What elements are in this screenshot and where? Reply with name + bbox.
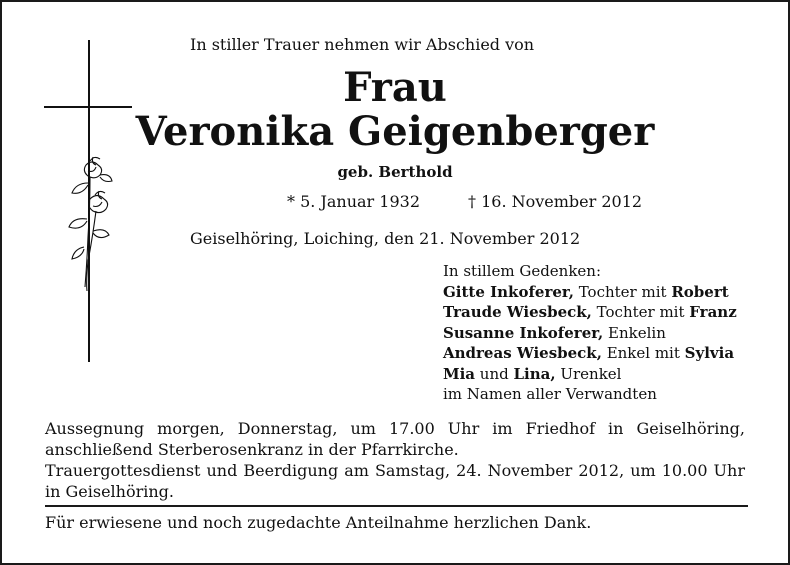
mourner-suffix: Urenkel xyxy=(555,364,622,383)
mourners-list xyxy=(443,261,737,405)
death-date: † 16. November 2012 xyxy=(468,192,643,211)
funeral-info-paragraph: Trauergottesdienst und Beerdigung am Samstag, 24. November 2012, um 10.00 Uhr in Geiselhöring. xyxy=(45,461,745,501)
mourner-name: Susanne Inkoferer, xyxy=(443,323,604,342)
mourner-name: Gitte Inkoferer, xyxy=(443,282,574,301)
intro-line: In stiller Trauer nehmen wir Abschied von xyxy=(190,35,535,54)
mourner-relation: und xyxy=(475,364,514,383)
mourner-entry xyxy=(443,323,737,344)
mourner-entry xyxy=(443,302,737,323)
funeral-info xyxy=(45,418,745,502)
mourner-partner: Robert xyxy=(671,282,729,301)
mourner-entry xyxy=(443,364,737,385)
mourner-relation: Tochter mit xyxy=(573,282,672,301)
mourners-footer: im Namen aller Verwandten xyxy=(443,385,657,403)
thanks-line: Für erwiesene und noch zugedachte Anteilnahme herzlichen Dank. xyxy=(45,513,592,532)
mourner-name: Traude Wiesbeck, xyxy=(443,303,592,321)
mourner-partner: Franz xyxy=(689,303,737,321)
place-and-date: Geiselhöring, Loiching, den 21. November 2012 xyxy=(190,229,581,248)
mourner-partner: Lina, xyxy=(513,364,556,383)
funeral-info-paragraph: Aussegnung morgen, Donnerstag, um 17.00 Uhr im Friedhof in Geiselhöring, anschließend Sterberosenkranz in der Pfarrkirche. xyxy=(45,419,745,459)
mourner-partner: Sylvia xyxy=(684,344,735,362)
mourners-heading: In stillem Gedenken: xyxy=(443,262,602,280)
mourner-name: Andreas Wiesbeck, xyxy=(443,344,602,362)
divider xyxy=(45,505,748,507)
deceased-name: Veronika Geigenberger xyxy=(135,108,655,155)
birth-date: * 5. Januar 1932 xyxy=(287,192,420,211)
mourner-relation: Enkel mit xyxy=(601,344,685,362)
mourner-entry xyxy=(443,343,737,364)
mourner-name: Mia xyxy=(443,364,476,383)
birth-name: geb. Berthold xyxy=(337,163,453,181)
mourner-relation: Tochter mit xyxy=(591,303,690,321)
mourner-relation: Enkelin xyxy=(603,323,666,342)
mourner-entry xyxy=(443,282,737,303)
salutation: Frau xyxy=(343,64,447,111)
